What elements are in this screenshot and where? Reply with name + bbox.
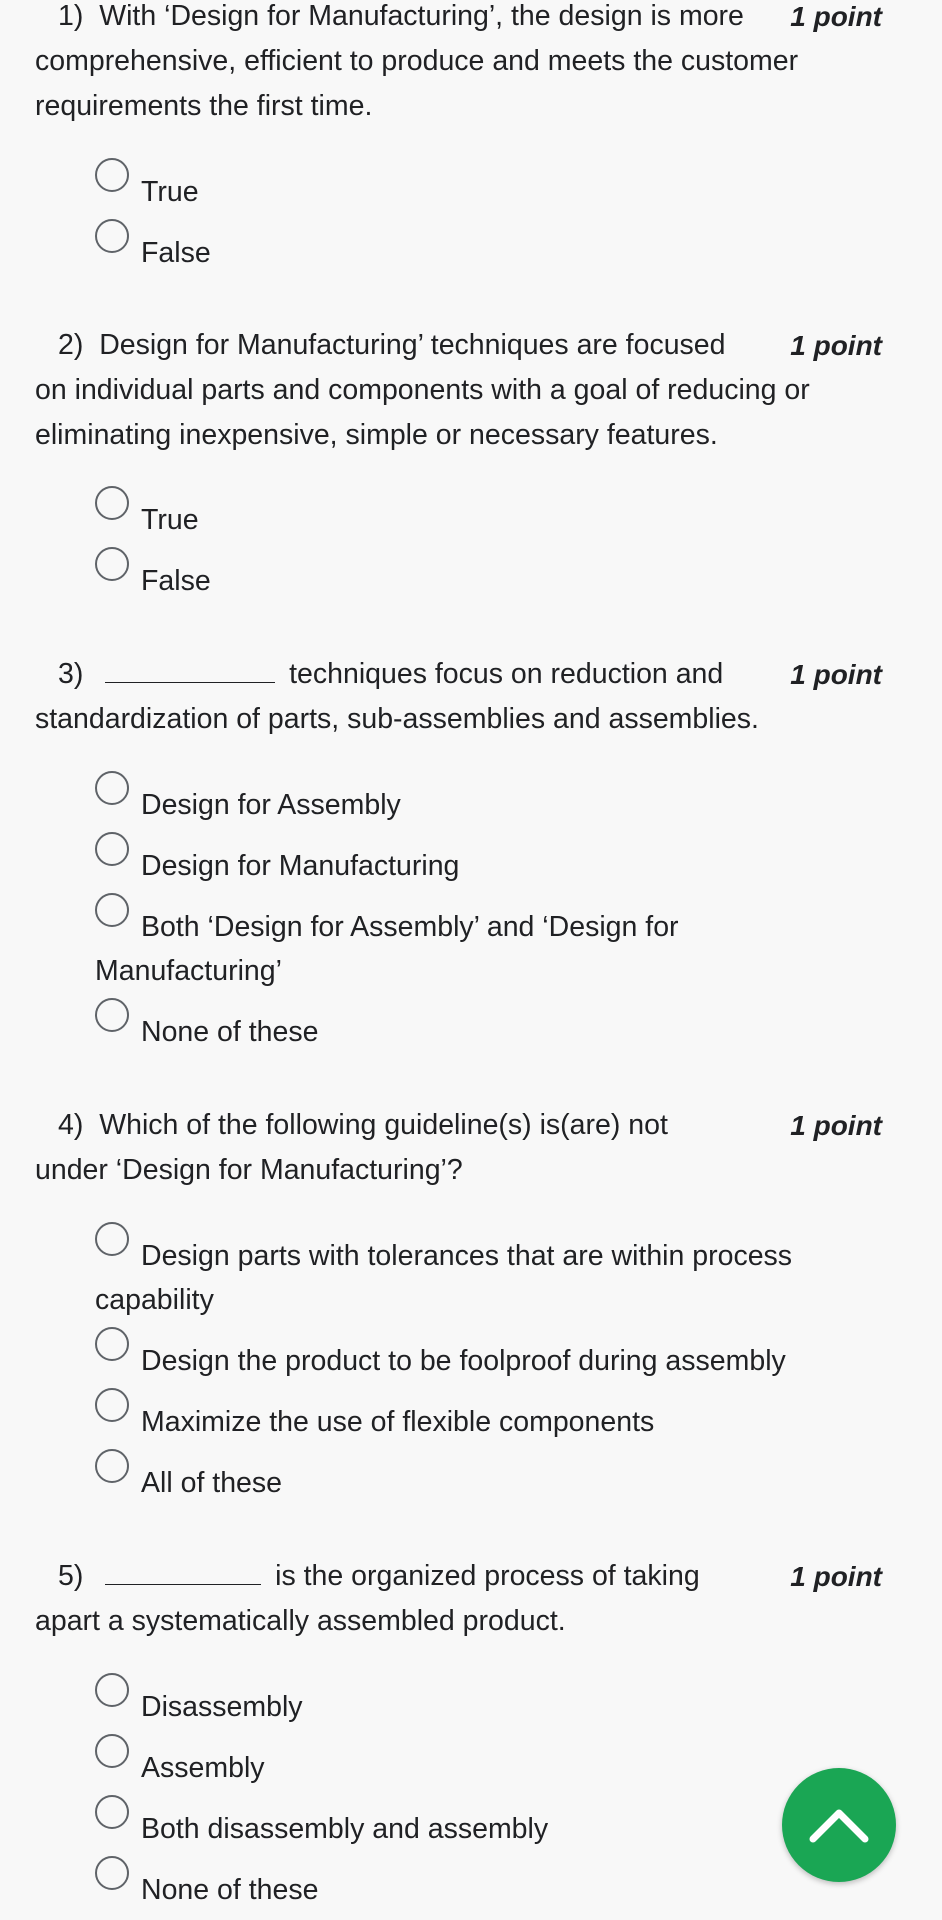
question-number: 2) [58, 329, 84, 361]
question-number: 1) [58, 0, 84, 32]
option-label: Maximize the use of flexible components [141, 1406, 655, 1438]
option-true[interactable] [95, 498, 835, 542]
question-line1: is the organized process of taking [275, 1560, 700, 1592]
question-line1: Which of the following guideline(s) is(are) not [99, 1109, 668, 1141]
option-label: Both ‘Design for Assembly’ and ‘Design for Manufacturing’ [95, 911, 679, 987]
radio-button[interactable] [95, 1388, 129, 1422]
question-text [35, 0, 880, 129]
radio-button[interactable] [95, 1795, 129, 1829]
option-label: Disassembly [141, 1691, 303, 1723]
question-rest: under ‘Design for Manufacturing’? [35, 1154, 463, 1186]
points-label: 1 point [790, 1, 882, 32]
option-label: Design the product to be foolproof during assembly [141, 1345, 786, 1377]
option-label: Design parts with tolerances that are within process capability [95, 1240, 793, 1316]
fill-in-blank [105, 682, 275, 683]
option-label: None of these [141, 1874, 319, 1906]
option-none[interactable] [95, 1010, 835, 1054]
option-design-for-manufacturing[interactable] [95, 844, 835, 888]
question-number: 3) [58, 658, 84, 690]
points-label: 1 point [790, 659, 882, 690]
chevron-up-icon [807, 1805, 871, 1845]
question-rest: on individual parts and components with a goal of reducing or eliminating inexpensive, simple or necessary features. [35, 374, 810, 451]
radio-button[interactable] [95, 1327, 129, 1361]
option-label: Both disassembly and assembly [141, 1813, 549, 1845]
option-flexible-components[interactable] [95, 1400, 835, 1444]
option-design-for-assembly[interactable] [95, 783, 835, 827]
option-all[interactable] [95, 1461, 835, 1505]
option-tolerances[interactable] [95, 1234, 835, 1322]
option-label: Design for Manufacturing [141, 850, 460, 882]
radio-button[interactable] [95, 1222, 129, 1256]
fill-in-blank [105, 1584, 261, 1585]
option-label: Design for Assembly [141, 789, 401, 821]
question-text [35, 652, 880, 742]
radio-button[interactable] [95, 771, 129, 805]
radio-button[interactable] [95, 547, 129, 581]
question-text [35, 1103, 880, 1193]
option-disassembly[interactable] [95, 1685, 835, 1729]
option-label: Assembly [141, 1752, 265, 1784]
question-line1: Design for Manufacturing’ techniques are focused [99, 329, 726, 361]
option-foolproof[interactable] [95, 1339, 835, 1383]
scroll-to-top-button[interactable] [782, 1768, 896, 1882]
option-true[interactable] [95, 170, 835, 214]
radio-button[interactable] [95, 1856, 129, 1890]
option-label: None of these [141, 1016, 319, 1048]
question-rest: standardization of parts, sub-assemblies and assemblies. [35, 703, 759, 735]
radio-button[interactable] [95, 219, 129, 253]
points-label: 1 point [790, 1110, 882, 1141]
question-text [35, 323, 880, 458]
question-number: 4) [58, 1109, 84, 1141]
option-label: False [141, 565, 211, 597]
option-false[interactable] [95, 231, 835, 275]
radio-button[interactable] [95, 1449, 129, 1483]
question-number: 5) [58, 1560, 84, 1592]
option-both[interactable] [95, 1807, 835, 1851]
option-label: True [141, 504, 199, 536]
radio-button[interactable] [95, 158, 129, 192]
option-none[interactable] [95, 1868, 835, 1912]
points-label: 1 point [790, 1561, 882, 1592]
radio-button[interactable] [95, 893, 129, 927]
option-label: True [141, 176, 199, 208]
option-both[interactable] [95, 905, 735, 993]
radio-button[interactable] [95, 998, 129, 1032]
radio-button[interactable] [95, 1734, 129, 1768]
option-label: False [141, 237, 211, 269]
option-false[interactable] [95, 559, 835, 603]
question-text [35, 1554, 880, 1644]
option-assembly[interactable] [95, 1746, 835, 1790]
radio-button[interactable] [95, 486, 129, 520]
option-label: All of these [141, 1467, 282, 1499]
question-line1: techniques focus on reduction and [289, 658, 724, 690]
question-line1: With ‘Design for Manufacturing’, the design is more [99, 0, 744, 32]
radio-button[interactable] [95, 1673, 129, 1707]
radio-button[interactable] [95, 832, 129, 866]
points-label: 1 point [790, 330, 882, 361]
question-rest: apart a systematically assembled product. [35, 1605, 566, 1637]
question-rest: comprehensive, efficient to produce and meets the customer requirements the first time. [35, 45, 799, 122]
